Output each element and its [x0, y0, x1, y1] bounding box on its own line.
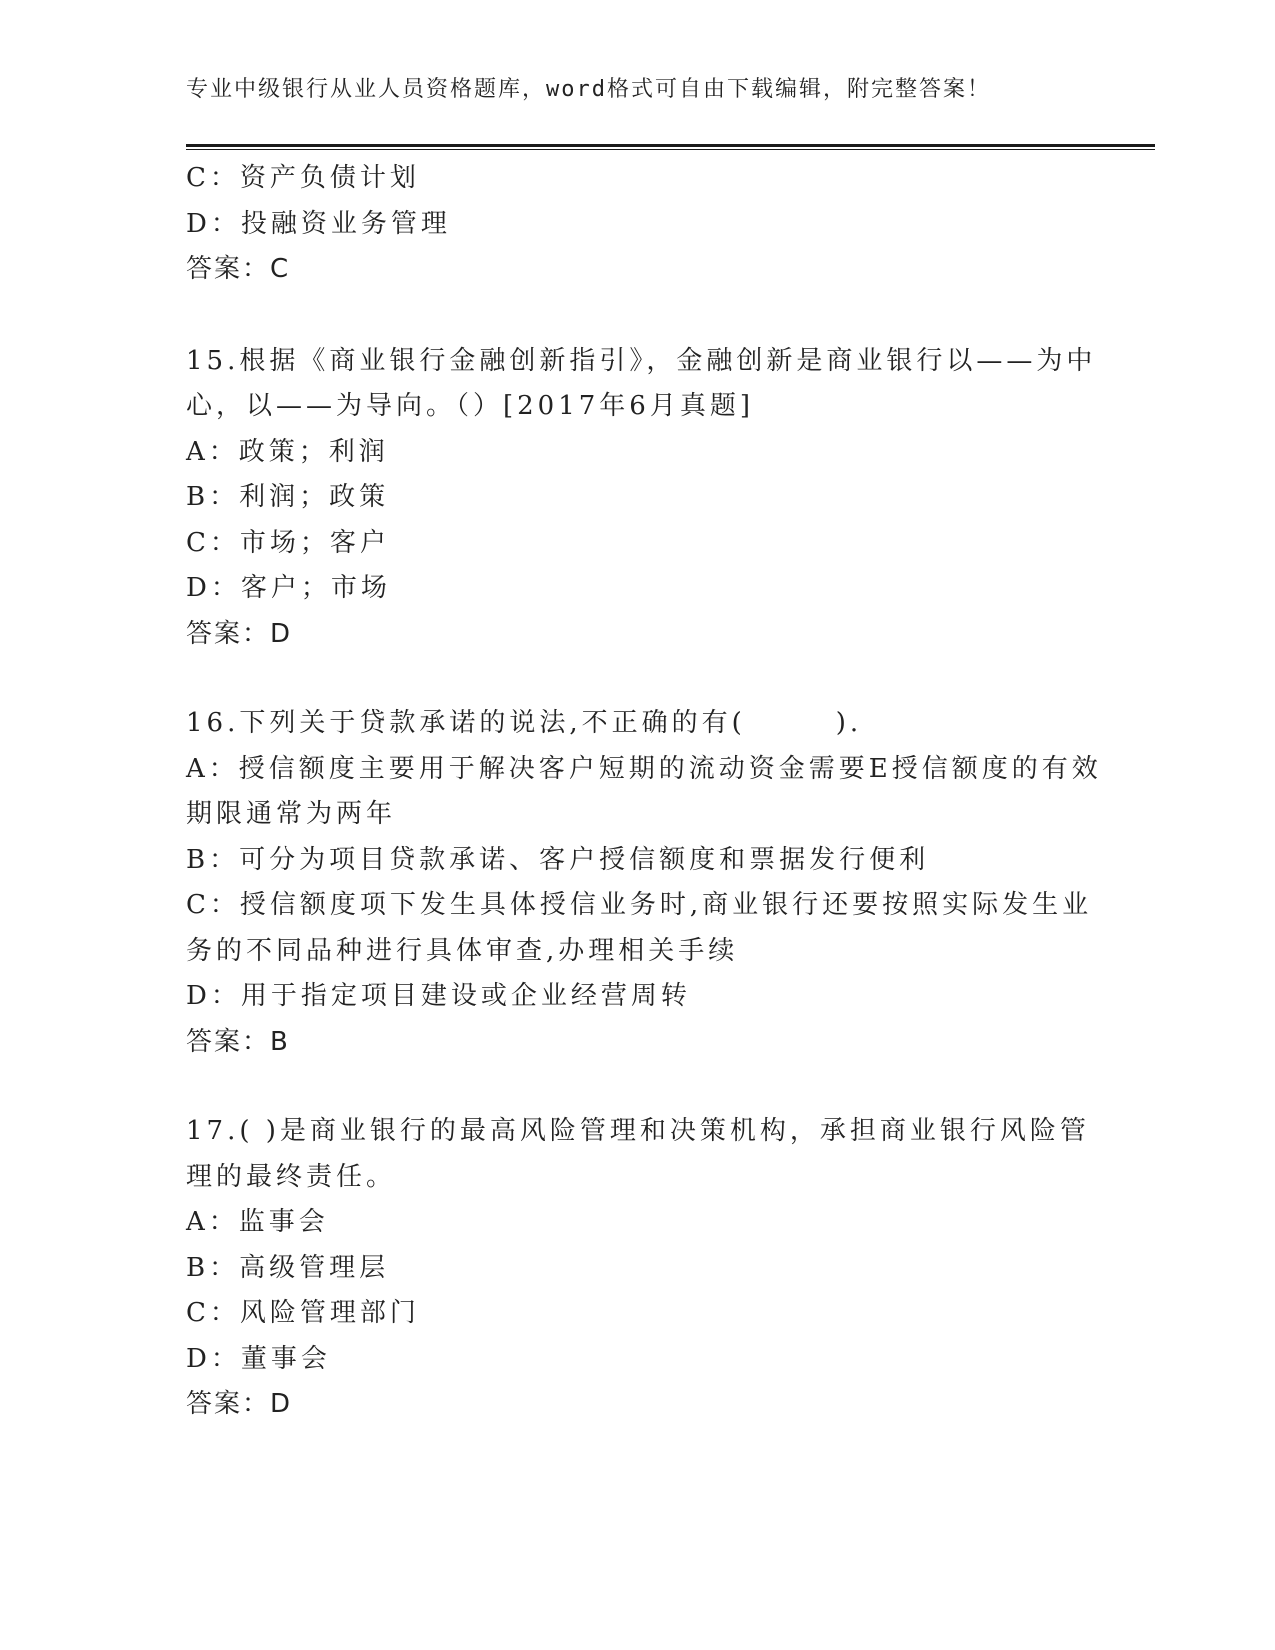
answer-line: 答案：D	[186, 1389, 293, 1419]
option-line: 务的不同品种进行具体审查,办理相关手续	[186, 935, 739, 966]
option-line: A：授信额度主要用于解决客户短期的流动资金需要E授信额度的有效	[186, 753, 1102, 784]
header-rule-thick	[186, 144, 1155, 147]
option-line: B：可分为项目贷款承诺、客户授信额度和票据发行便利	[186, 844, 930, 875]
answer-line: 答案：B	[186, 1026, 290, 1057]
header-rule-thin	[186, 149, 1155, 150]
question-content	[186, 156, 1102, 1428]
option-line: C：风险管理部门	[186, 1298, 420, 1328]
question-16	[186, 701, 1102, 1065]
option-line: D：客户；市场	[186, 573, 391, 603]
question-stem: 17.( )是商业银行的最高风险管理和决策机构，承担商业银行风险管	[186, 1116, 1090, 1146]
option-line: A：监事会	[186, 1207, 329, 1237]
answer-line: 答案：D	[186, 618, 293, 649]
question-stem: 心，以——为导向。（）[2017年6月真题]	[186, 391, 754, 421]
option-line: A：政策；利润	[186, 436, 389, 467]
question-stem: 16.下列关于贷款承诺的说法,不正确的有( ).	[186, 708, 863, 738]
option-line: D：用于指定项目建设或企业经营周转	[186, 981, 691, 1011]
option-line: C：授信额度项下发生具体授信业务时,商业银行还要按照实际发生业	[186, 890, 1093, 920]
question-17	[186, 1109, 1090, 1428]
option-line: C：市场；客户	[186, 527, 390, 558]
option-line: D：董事会	[186, 1343, 331, 1374]
option-line: D：投融资业务管理	[186, 208, 451, 239]
question-stem: 15.根据《商业银行金融创新指引》，金融创新是商业银行以——为中	[186, 345, 1097, 376]
option-line: B：高级管理层	[186, 1252, 390, 1283]
question-stem: 理的最终责任。	[186, 1161, 397, 1192]
question-15	[186, 339, 1097, 658]
page-header: 专业中级银行从业人员资格题库，word格式可自由下载编辑，附完整答案！	[186, 77, 991, 102]
prev-question-tail	[186, 156, 1086, 293]
answer-line: 答案：C	[186, 254, 291, 284]
option-line: B：利润；政策	[186, 482, 390, 512]
option-line: 期限通常为两年	[186, 799, 397, 829]
option-line: C：资产负债计划	[186, 163, 420, 193]
